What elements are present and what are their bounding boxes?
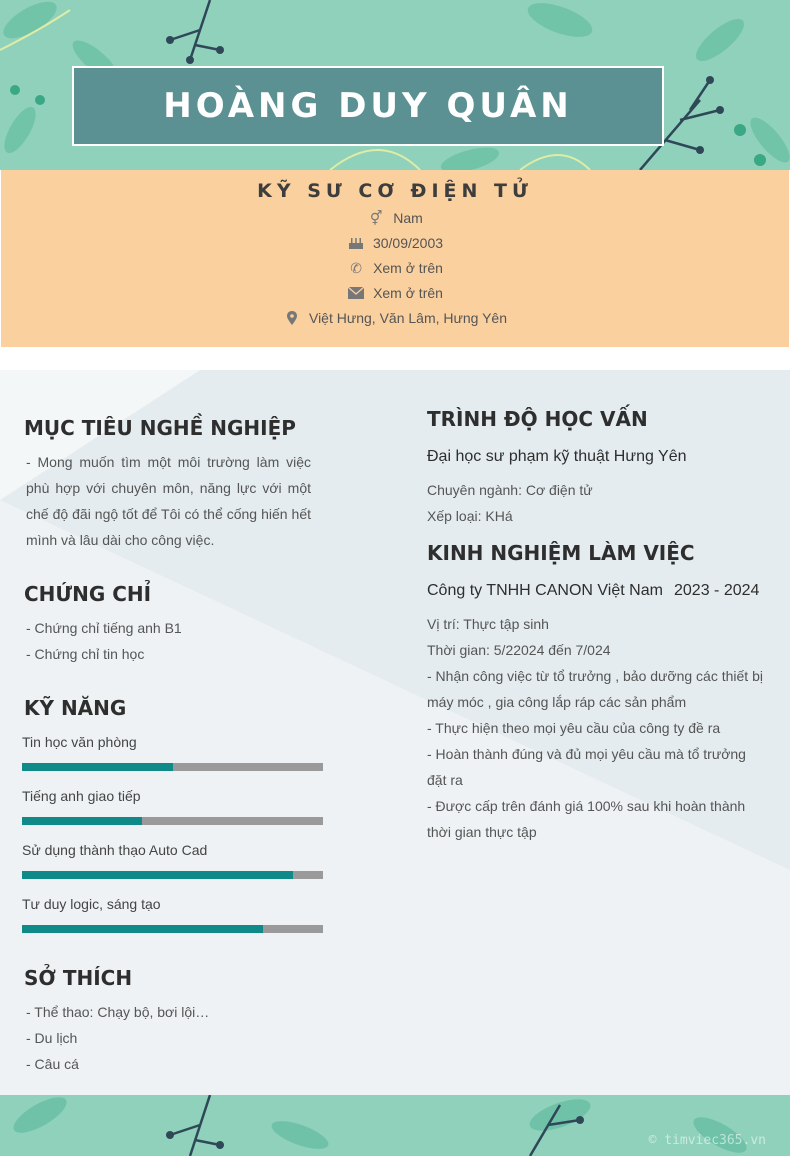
skill-label: Tiếng anh giao tiếp <box>22 788 141 804</box>
skill-bar <box>22 871 323 879</box>
objective-text: - Mong muốn tìm một môi trường làm việc phù hợp với chuyên môn, năng lực với một chế độ đãi ngộ tốt để Tôi có thể cống hiến hết mình và lâu dài cho công việc. <box>26 454 311 548</box>
education-heading: TRÌNH ĐỘ HỌC VẤN <box>427 407 648 431</box>
experience-line: đặt ra <box>427 772 463 788</box>
phone-value: Xem ở trên <box>373 260 443 276</box>
experience-line: - Thực hiện theo mọi yêu cầu của công ty đề ra <box>427 720 721 736</box>
hobby-item: - Câu cá <box>26 1056 79 1072</box>
phone-row <box>1 260 789 276</box>
hobby-item: - Du lịch <box>26 1030 78 1046</box>
skill-level-fill <box>22 817 142 825</box>
cv-body <box>0 370 790 1095</box>
experience-line: Vị trí: Thực tập sinh <box>427 616 549 632</box>
skill-label: Tin học văn phòng <box>22 734 137 750</box>
experience-line: Thời gian: 5/22024 đến 7/024 <box>427 642 611 658</box>
candidate-name: HOÀNG DUY QUÂN <box>163 86 573 126</box>
bottom-floral-banner <box>0 1095 790 1156</box>
employment-years: 2023 - 2024 <box>674 582 760 599</box>
experience-line: thời gian thực tập <box>427 824 537 840</box>
certificate-item: - Chứng chỉ tin học <box>26 646 145 662</box>
gender-row <box>1 210 789 226</box>
skill-level-fill <box>22 925 263 933</box>
experience-line: - Được cấp trên đánh giá 100% sau khi hoàn thành <box>427 798 746 814</box>
map-pin-icon <box>283 310 301 326</box>
address-row <box>1 310 789 326</box>
gender-value: Nam <box>393 210 423 226</box>
envelope-icon <box>347 285 365 301</box>
gender-icon: ⚥ <box>369 209 383 226</box>
job-title: KỸ SƯ CƠ ĐIỆN TỬ <box>257 180 533 202</box>
skill-bar <box>22 817 323 825</box>
school-name: Đại học sư phạm kỹ thuật Hưng Yên <box>427 448 687 465</box>
company-name: Công ty TNHH CANON Việt Nam <box>427 582 663 599</box>
skill-bar <box>22 925 323 933</box>
personal-info-block <box>1 170 789 347</box>
experience-line: - Hoàn thành đúng và đủ mọi yêu cầu mà tổ trưởng <box>427 746 746 762</box>
experience-heading: KINH NGHIỆM LÀM VIỆC <box>427 541 695 565</box>
email-value: Xem ở trên <box>373 285 443 301</box>
skill-label: Tư duy logic, sáng tạo <box>22 896 161 912</box>
hobbies-heading: SỞ THÍCH <box>24 966 133 990</box>
education-rank: Xếp loại: KHá <box>427 508 513 524</box>
watermark: © timviec365.vn <box>648 1133 766 1148</box>
skill-level-fill <box>22 871 293 879</box>
experience-line: - Nhận công việc từ tổ trưởng , bảo dưỡng các thiết bị <box>427 668 763 684</box>
certificates-heading: CHỨNG CHỈ <box>24 582 152 606</box>
name-box <box>72 66 664 146</box>
birthday-cake-icon <box>347 235 365 251</box>
education-major: Chuyên ngành: Cơ điện tử <box>427 482 593 498</box>
email-row <box>1 285 789 301</box>
phone-icon: ✆ <box>350 259 362 276</box>
skill-level-fill <box>22 763 173 771</box>
birthday-value: 30/09/2003 <box>372 235 444 251</box>
certificate-item: - Chứng chỉ tiếng anh B1 <box>26 620 182 636</box>
address-value: Việt Hưng, Văn Lâm, Hưng Yên <box>308 310 507 326</box>
hobby-item: - Thể thao: Chạy bộ, bơi lội… <box>26 1004 210 1020</box>
experience-line: máy móc , gia công lắp ráp các sản phẩm <box>427 694 687 710</box>
skill-label: Sử dụng thành thạo Auto Cad <box>22 842 208 858</box>
skills-heading: KỸ NĂNG <box>24 696 127 720</box>
skill-bar <box>22 763 323 771</box>
birthday-row <box>1 235 789 251</box>
objective-heading: MỤC TIÊU NGHỀ NGHIỆP <box>24 416 296 440</box>
